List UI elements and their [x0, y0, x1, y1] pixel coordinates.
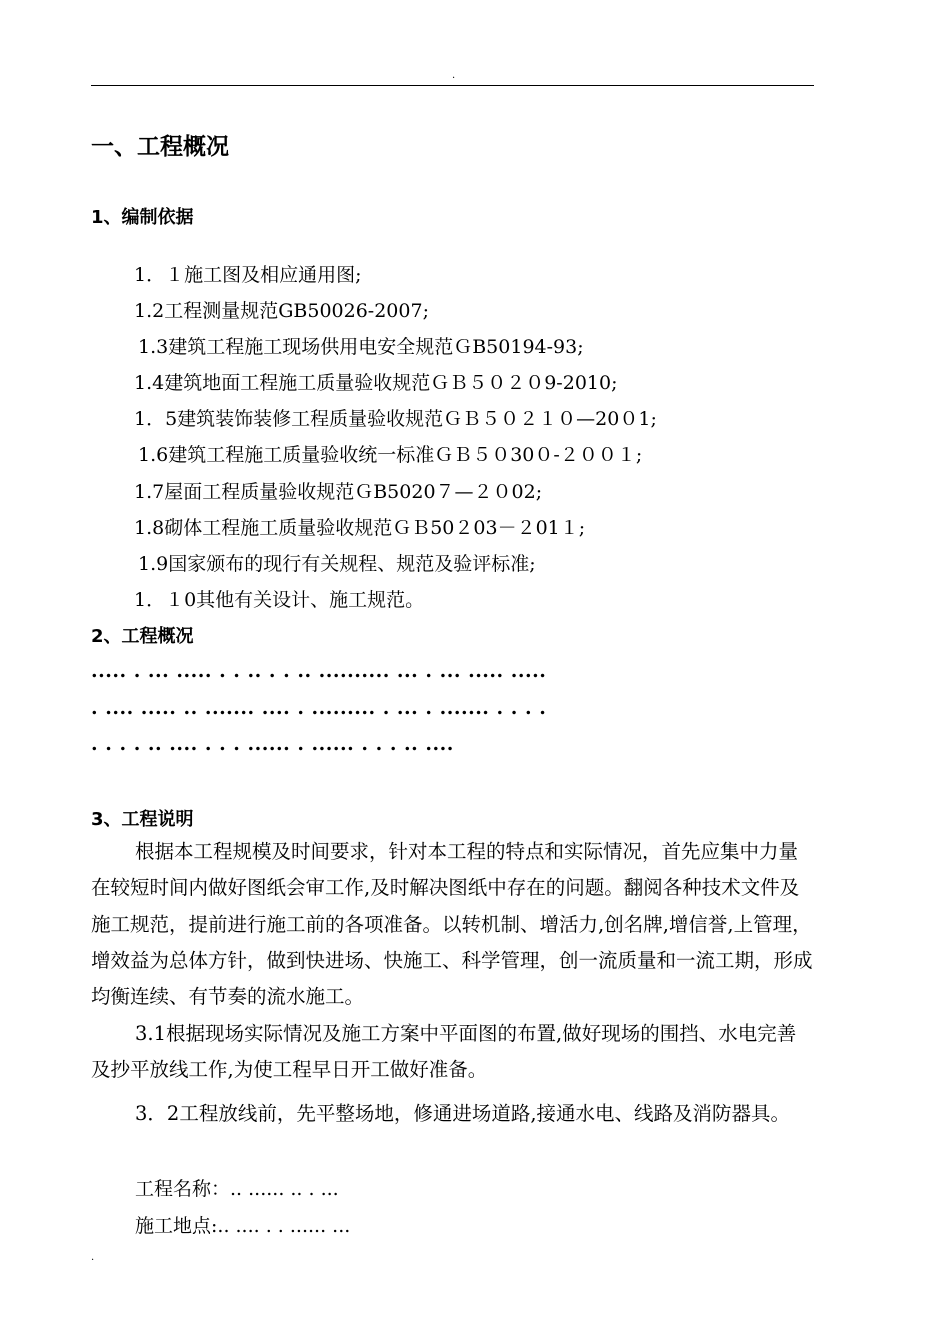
- description-paragraph: 3．2工程放线前，先平整场地，修通进场道路,接通水电、线路及消防器具。: [135, 1102, 791, 1125]
- basis-item: 1.2工程测量规范GB50026-2007;: [134, 300, 429, 322]
- section-title: 一、工程概况: [91, 134, 229, 160]
- footer-dot: .: [91, 1252, 95, 1263]
- overview-dot-line: . . . . .. .... . . . ...... . ...... . . . .. ....: [91, 733, 454, 755]
- basis-item: 1.9国家颁布的现行有关规程、规范及验评标准;: [138, 553, 536, 575]
- basis-item: 1.8砌体工程施工质量验收规范ＧＢ50２03－２01１;: [134, 517, 586, 539]
- overview-heading: 2、工程概况: [91, 626, 194, 647]
- basis-item: 1．１施工图及相应通用图;: [134, 264, 362, 286]
- basis-item: 1．１0其他有关设计、施工规范。: [134, 589, 425, 611]
- basis-item: 1.3建筑工程施工现场供用电安全规范ＧB50194-93;: [138, 336, 584, 358]
- description-heading: 3、工程说明: [91, 809, 194, 830]
- basis-heading: 1、编制依据: [91, 207, 194, 228]
- overview-dot-line: ..... . ... ..... . . .. . . .. .......... ... . ... ..... .....: [91, 660, 547, 682]
- description-paragraph: 3.1根据现场实际情况及施工方案中平面图的布置,做好现场的围挡、水电完善及抄平放线工作,为使工程早日开工做好准备。: [91, 1022, 797, 1082]
- description-paragraph: 根据本工程规模及时间要求，针对本工程的特点和实际情况，首先应集中力量在较短时间内做好图纸会审工作,及时解决图纸中存在的问题。翻阅各种技术文件及施工规范，提前进行施工前的各项准备。以转机制、增活力,创名牌,增信誉,上管理，增效益为总体方针，做到快进场、快施工、科学管理，创一流质量和一流工期，形成均衡连续、有节奏的流水施工。: [91, 840, 813, 1009]
- header-dot: .: [452, 70, 456, 81]
- header-rule: [91, 85, 814, 86]
- basis-item: 1.7屋面工程质量验收规范ＧB5020７—２０02;: [134, 481, 543, 503]
- basis-item: 1.6建筑工程施工质量验收统一标准ＧＢ５０30０-２００１;: [138, 444, 643, 466]
- overview-dot-line: . .... ..... .. ....... .... . ......... . ... . ....... . . . .: [91, 697, 547, 719]
- site-location: 施工地点:.. .... . . ...... ...: [135, 1215, 351, 1237]
- basis-item: 1．5建筑装饰装修工程质量验收规范ＧＢ５０２１０—20０1;: [134, 408, 657, 430]
- basis-item: 1.4建筑地面工程施工质量验收规范ＧＢ５０２０9-2010;: [134, 372, 618, 394]
- project-name: 工程名称：.. ...... .. . ...: [135, 1178, 339, 1200]
